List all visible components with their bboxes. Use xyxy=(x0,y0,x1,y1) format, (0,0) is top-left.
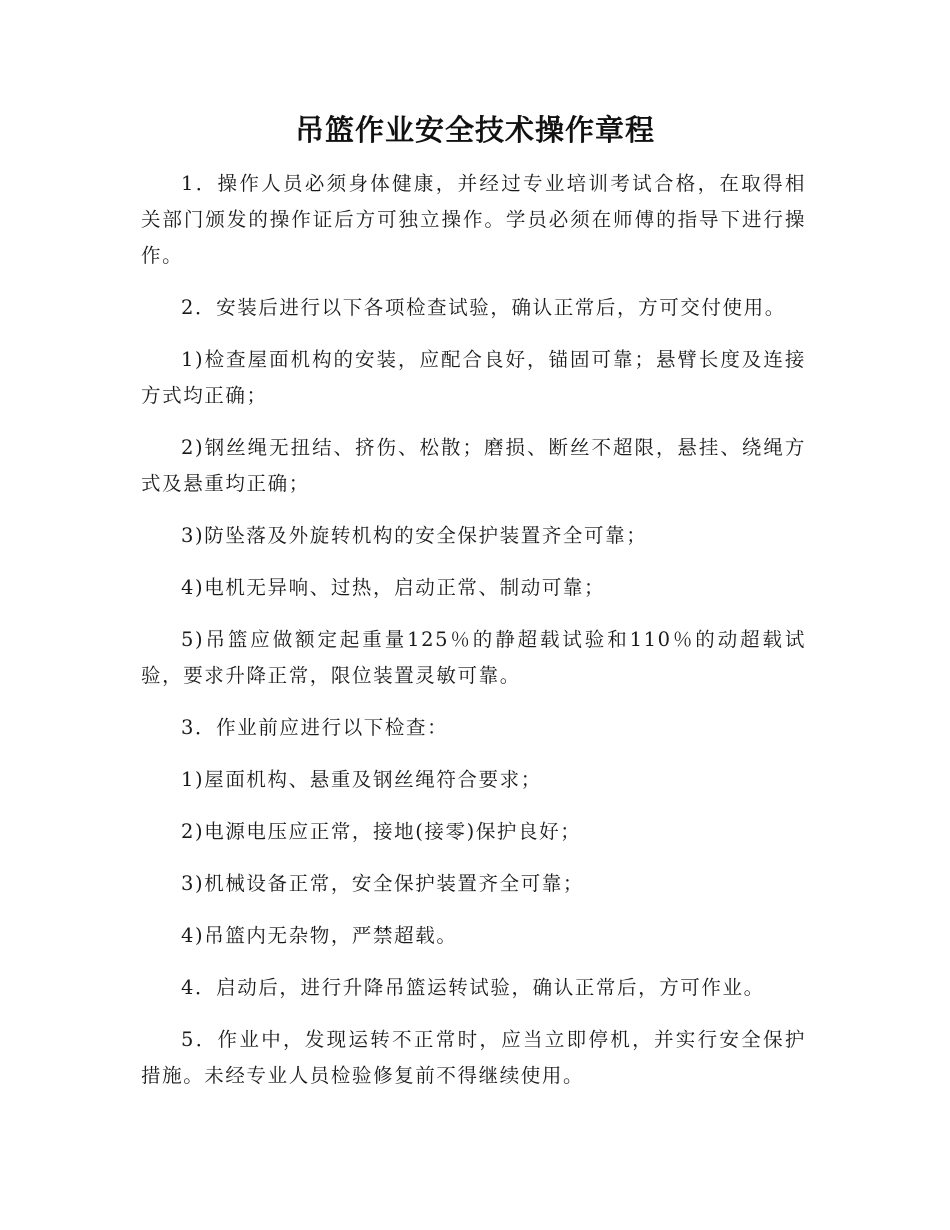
paragraph-3-item-4: 4)吊篮内无杂物，严禁超载。 xyxy=(181,924,458,947)
document-title: 吊篮作业安全技术操作章程 xyxy=(294,113,655,147)
paragraph-3: 3．作业前应进行以下检查： xyxy=(181,716,449,739)
paragraph-2-item-2: 2)钢丝绳无扭结、挤伤、松散；磨损、断丝不超限，悬挂、绕绳方式及悬重均正确； xyxy=(141,436,806,495)
paragraph-3-item-1: 1)屋面机构、悬重及钢丝绳符合要求； xyxy=(181,768,542,791)
paragraph-3-item-2: 2)电源电压应正常，接地(接零)保护良好； xyxy=(181,820,582,843)
paragraph-2-item-4: 4)电机无异响、过热，启动正常、制动可靠； xyxy=(181,576,606,599)
document-body xyxy=(141,166,806,1110)
paragraph-1: 1．操作人员必须身体健康，并经过专业培训考试合格，在取得相关部门颁发的操作证后方可独立操作。学员必须在师傅的指导下进行操作。 xyxy=(141,172,806,267)
paragraph-5: 5．作业中，发现运转不正常时，应当立即停机，并实行安全保护措施。未经专业人员检验修复前不得继续使用。 xyxy=(141,1028,806,1087)
paragraph-2: 2．安装后进行以下各项检查试验，确认正常后，方可交付使用。 xyxy=(181,296,786,319)
paragraph-2-item-1: 1)检查屋面机构的安装，应配合良好，锚固可靠；悬臂长度及连接方式均正确； xyxy=(141,348,806,407)
paragraph-4: 4．启动后，进行升降吊篮运转试验，确认正常后，方可作业。 xyxy=(181,976,765,999)
paragraph-2-item-3: 3)防坠落及外旋转机构的安全保护装置齐全可靠； xyxy=(181,524,648,547)
paragraph-3-item-3: 3)机械设备正常，安全保护装置齐全可靠； xyxy=(181,872,585,895)
paragraph-2-item-5: 5)吊篮应做额定起重量125％的静超载试验和110％的动超载试验，要求升降正常，限位装置灵敏可靠。 xyxy=(141,628,806,687)
